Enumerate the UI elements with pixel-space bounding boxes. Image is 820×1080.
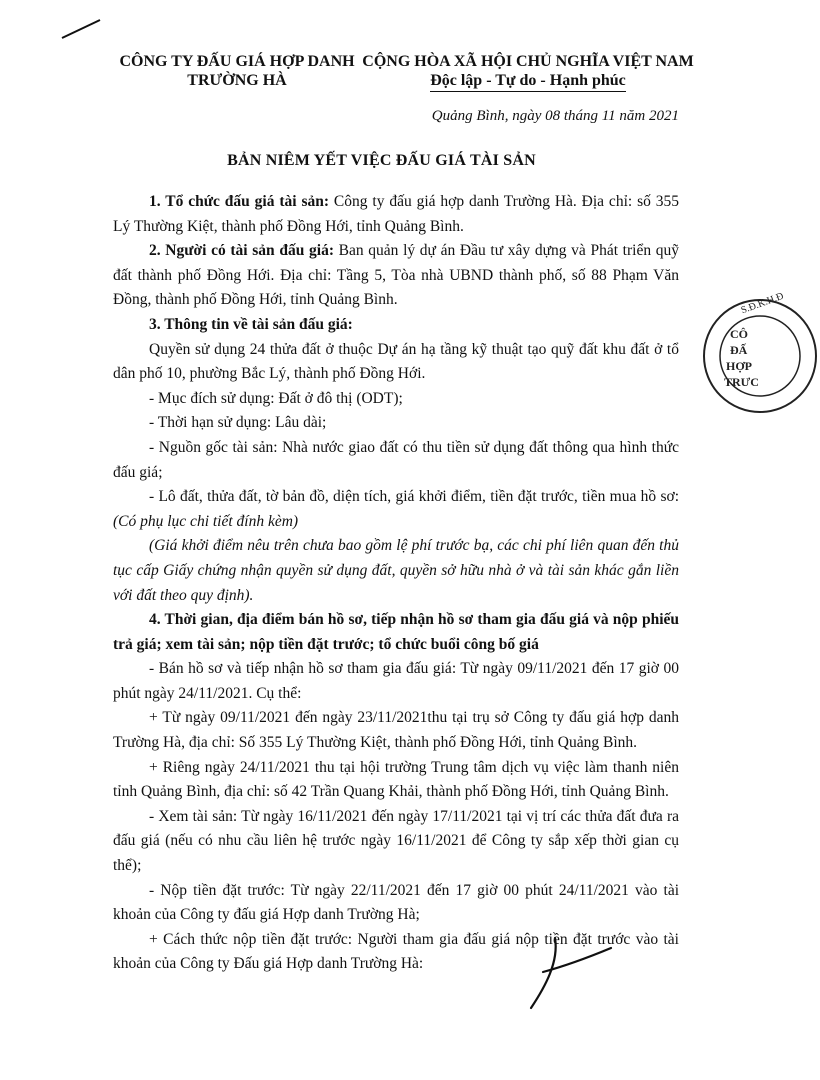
- stamp-line-4: TRƯC: [724, 375, 759, 389]
- section-4-sale: - Bán hồ sơ và tiếp nhận hồ sơ tham gia đấu giá: Từ ngày 09/11/2021 đến 17 giờ 00 phút ngày 24/11/2021. Cụ thể:: [113, 660, 679, 702]
- section-1-text: Công ty đấu giá hợp danh Trường Hà. Địa chỉ: số 355 Lý Thường Kiệt, thành phố Đồng Hới, tỉnh Quảng Bình.: [113, 193, 679, 235]
- company-name-line1: CÔNG TY ĐẤU GIÁ HỢP DANH: [119, 53, 355, 70]
- section-3-term: - Thời hạn sử dụng: Lâu dài;: [149, 414, 327, 432]
- stamp-line-1: CÔ: [730, 327, 748, 341]
- document-date: Quảng Bình, ngày 08 tháng 11 năm 2021: [431, 108, 679, 124]
- section-4-viewing: - Xem tài sản: Từ ngày 16/11/2021 đến ngày 17/11/2021 tại vị trí các thửa đất đưa ra đấu giá (nếu có nhu cầu liên hệ trước ngày 16/11/2021 để Công ty sắp xếp thời gian cụ thể);: [113, 807, 679, 875]
- pen-mark: [60, 14, 120, 44]
- stamp-line-3: HỢP: [726, 359, 752, 373]
- section-4-deposit-method: + Cách thức nộp tiền đặt trước: Người tham gia đấu giá nộp tiền đặt trước vào tài khoản của Công ty Đấu giá Hợp danh Trường Hà:: [113, 930, 679, 973]
- section-3-purpose: - Mục đích sử dụng: Đất ở đô thị (ODT);: [149, 389, 403, 407]
- section-3-origin: - Nguồn gốc tài sản: Nhà nước giao đất có thu tiền sử dụng đất thông qua hình thức đấu giá;: [113, 438, 679, 481]
- section-4-sale-office: + Từ ngày 09/11/2021 đến ngày 23/11/2021thu tại trụ sở Công ty đấu giá hợp danh Trường Hà, địa chỉ: Số 355 Lý Thường Kiệt, thành phố Đồng Hới, tỉnh Quảng Bình.: [113, 709, 679, 752]
- section-4-sale-hall: + Riêng ngày 24/11/2021 thu tại hội trường Trung tâm dịch vụ việc làm thanh niên tỉnh Quảng Bình, địa chỉ: số 42 Trần Quang Khải, thành phố Đồng Hới, tỉnh Quảng Bình.: [113, 758, 679, 801]
- section-2: [113, 239, 679, 313]
- company-name-line2: TRƯỜNG HÀ: [187, 72, 287, 89]
- section-2-text: Ban quản lý dự án Đầu tư xây dựng và Phát triển quỹ đất thành phố Đồng Hới. Địa chỉ: Tầng 5, Tòa nhà UBND thành phố, số 88 Phạm Văn Đồng, thành phố Đồng Hới, tỉnh Quảng Bình.: [113, 242, 680, 309]
- section-4-heading: 4. Thời gian, địa điểm bán hồ sơ, tiếp nhận hồ sơ tham gia đấu giá và nộp phiếu trả giá; xem tài sản; nộp tiền đặt trước; tổ chức buổi công bố giá: [113, 611, 679, 653]
- stamp-ring-text: S.Đ.K.H.Đ: [739, 290, 786, 317]
- section-1: [113, 190, 679, 239]
- section-3-heading: 3. Thông tin về tài sản đấu giá:: [149, 315, 353, 333]
- document-title: BẢN NIÊM YẾT VIỆC ĐẤU GIÁ TÀI SẢN: [227, 152, 536, 169]
- section-3-paragraph: Quyền sử dụng 24 thửa đất ở thuộc Dự án hạ tầng kỹ thuật tạo quỹ đất khu đất ở tổ dân phố 10, phường Bắc Lý, thành phố Đồng Hới.: [113, 340, 679, 383]
- national-header: [348, 52, 708, 92]
- national-motto: Độc lập - Tự do - Hạnh phúc: [430, 71, 626, 92]
- company-header: [112, 52, 362, 90]
- section-3-price-note: (Giá khởi điểm nêu trên chưa bao gồm lệ phí trước bạ, các chi phí liên quan đến thủ tục cấp Giấy chứng nhận quyền sử dụng đất, quyền sở hữu nhà ở và tài sản khác gắn liền với đất theo quy định).: [113, 537, 679, 604]
- section-1-heading: 1. Tổ chức đấu giá tài sản:: [149, 193, 330, 210]
- section-4-deposit: - Nộp tiền đặt trước: Từ ngày 22/11/2021 đến 17 giờ 00 phút 24/11/2021 vào tài khoản của Công ty đấu giá Hợp danh Trường Hà;: [113, 881, 679, 924]
- section-3-lots: [113, 485, 679, 534]
- company-stamp: [700, 290, 820, 416]
- stamp-line-2: ĐẤ: [730, 343, 748, 357]
- document-body: [113, 190, 679, 977]
- nation-name: CỘNG HÒA XÃ HỘI CHỦ NGHĨA VIỆT NAM: [362, 53, 694, 70]
- signature-mark: [525, 932, 615, 1012]
- section-2-heading: 2. Người có tài sản đấu giá:: [149, 242, 334, 260]
- section-3-lots-note: (Có phụ lục chi tiết đính kèm): [113, 512, 299, 530]
- section-3-lots-text: - Lô đất, thửa đất, tờ bản đồ, diện tích, giá khởi điểm, tiền đặt trước, tiền mua hồ sơ:: [149, 488, 679, 506]
